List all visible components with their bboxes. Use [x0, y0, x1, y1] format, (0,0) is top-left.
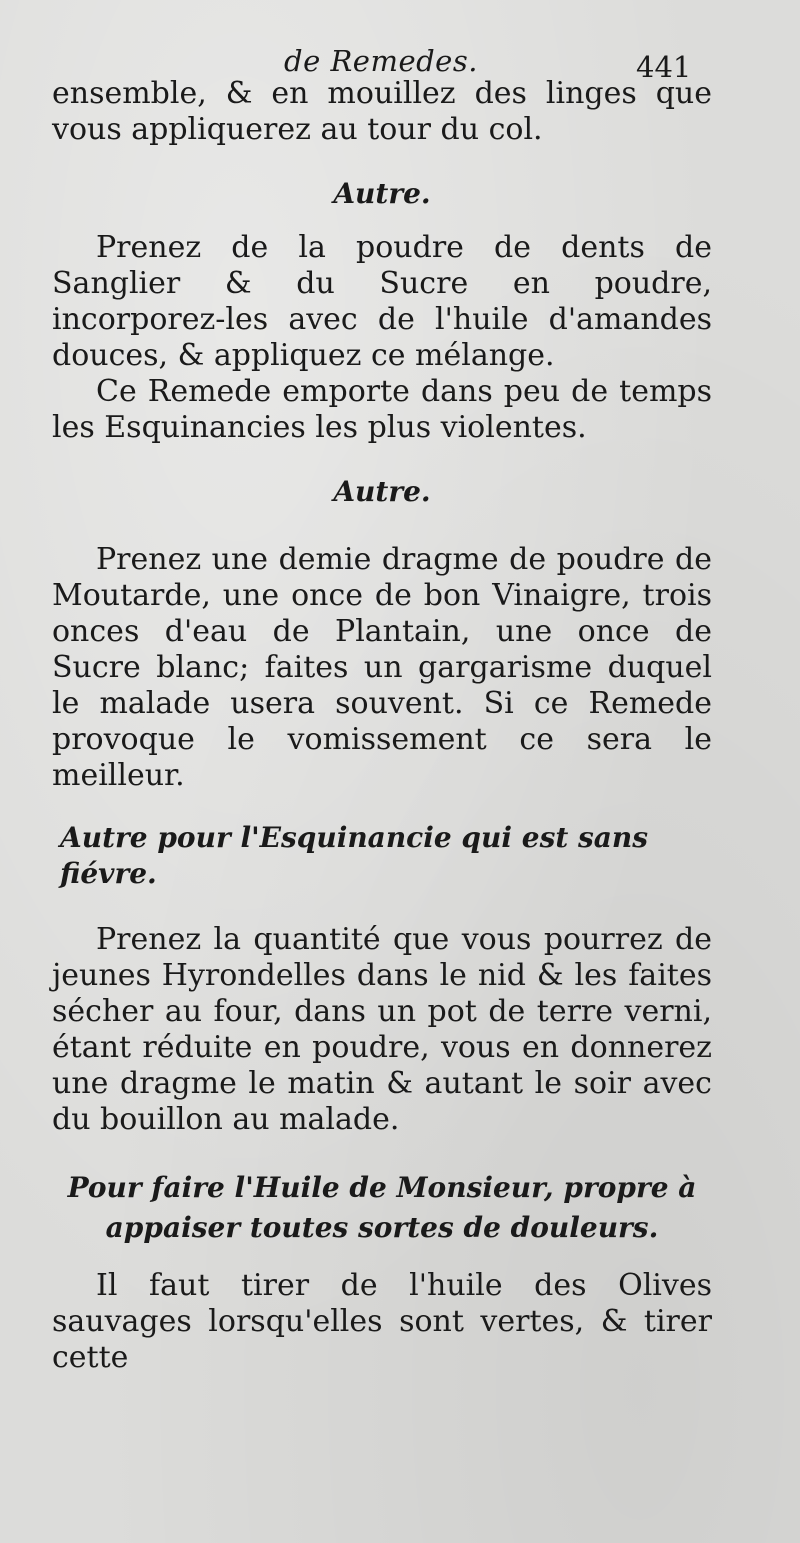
section-heading-huile-de-monsieur: Pour faire l'Huile de Monsieur, propre à appaiser toutes sortes de douleurs. — [67, 1171, 697, 1244]
page-body — [52, 76, 712, 1376]
section-heading-esquinancie-sans-fievre: Autre pour l'Esquinancie qui est sans fiévre. — [60, 821, 649, 890]
paragraph-hyrondelles-remedy: Prenez la quantité que vous pourrez de jeunes Hyrondelles dans le nid & les faites sécher au four, dans un pot de terre verni, étant réduite en poudre, vous en donnerez une dragme le matin & autant le soir avec du bouillon au malade. — [52, 922, 712, 1137]
section-heading-autre-2: Autre. — [333, 475, 431, 508]
paragraph-olives-sauvages: Il faut tirer de l'huile des Olives sauvages lorsqu'elles sont vertes, & tirer cette — [52, 1268, 712, 1375]
paragraph-continuation: ensemble, & en mouillez des linges que vous appliquerez au tour du col. — [52, 76, 712, 147]
page-number: 441 — [636, 50, 692, 84]
paragraph-sanglier-remedy: Prenez de la poudre de dents de Sanglier & du Sucre en poudre, incorporez-les avec de l'huile d'amandes douces, & appliquez ce mélange. — [52, 230, 712, 373]
section-heading-autre-1: Autre. — [333, 177, 431, 210]
running-head-title: de Remedes. — [284, 44, 478, 78]
paragraph-moutarde-remedy: Prenez une demie dragme de poudre de Moutarde, une once de bon Vinaigre, trois onces d'eau de Plantain, une once de Sucre blanc; faites un gargarisme duquel le malade usera souvent. Si ce Remede provoque le vomissement ce sera le meilleur. — [52, 542, 712, 793]
paragraph-remedy-effect: Ce Remede emporte dans peu de temps les Esquinancies les plus violentes. — [52, 374, 712, 445]
